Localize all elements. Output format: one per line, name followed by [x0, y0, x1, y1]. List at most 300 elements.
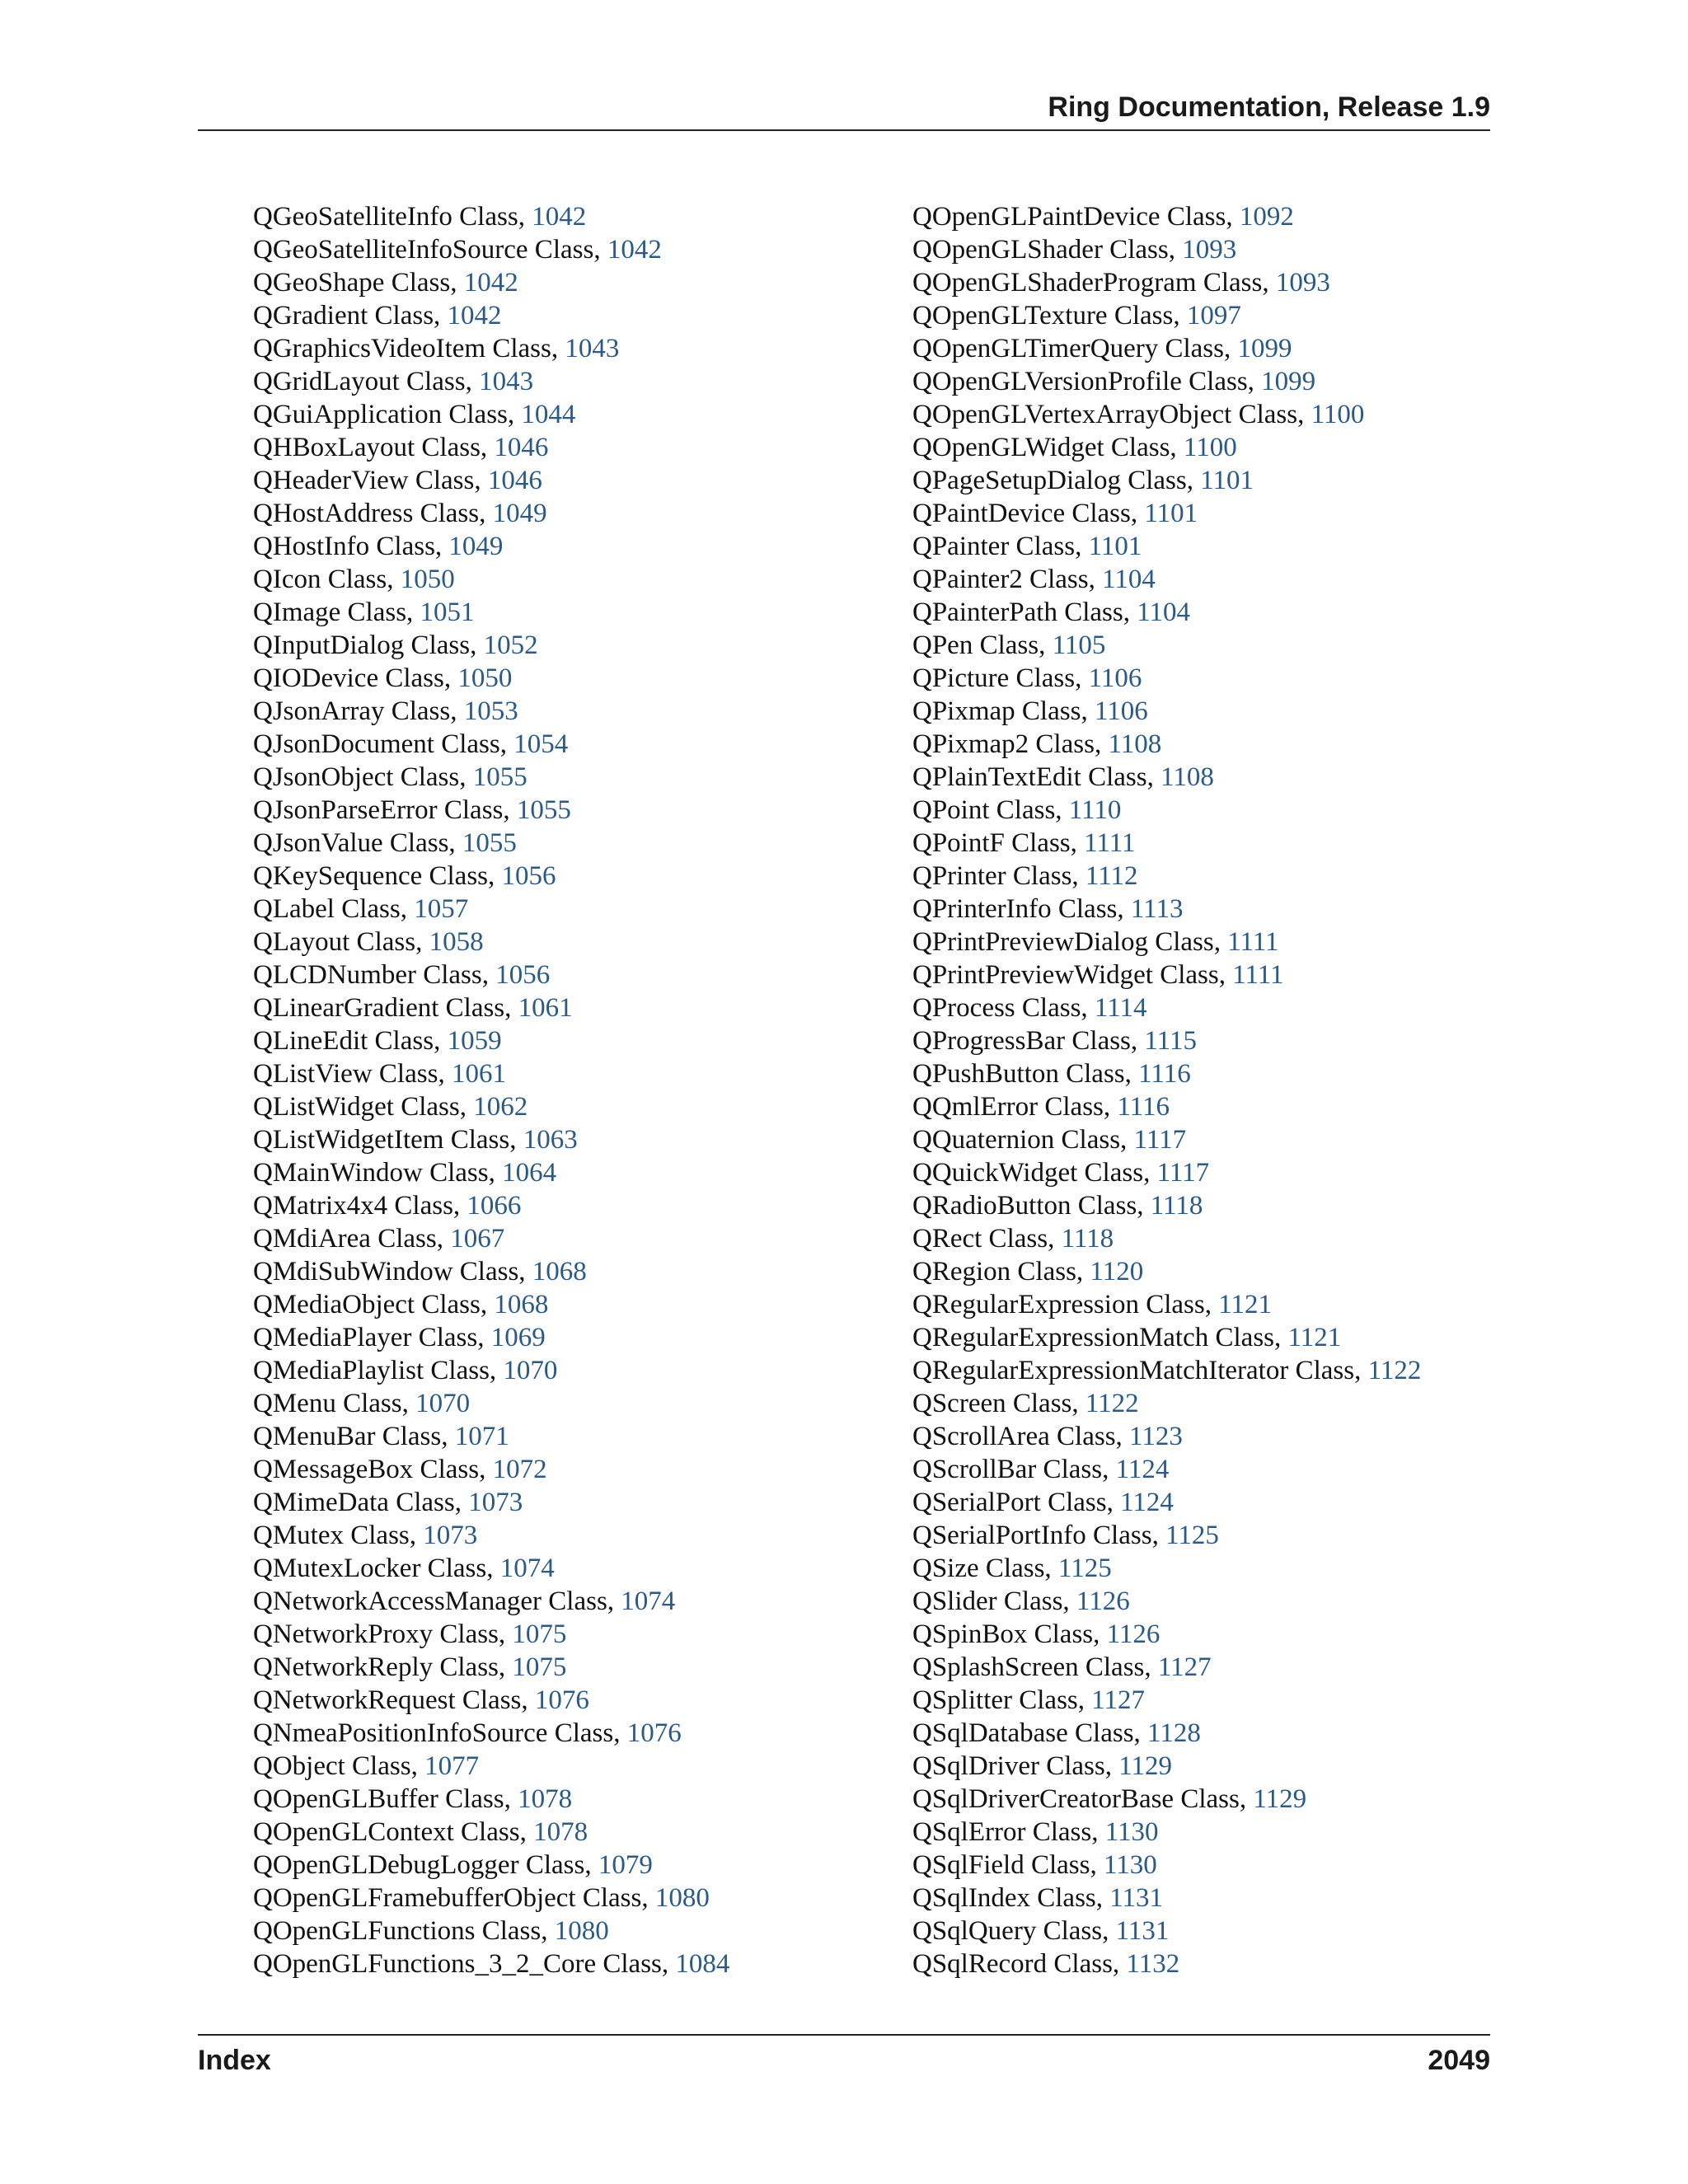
- index-entry: QProcess Class, 1114: [912, 993, 1147, 1023]
- index-page-link[interactable]: 1056: [501, 861, 556, 891]
- index-page-link[interactable]: 1131: [1109, 1883, 1164, 1913]
- index-entry-name: QInputDialog Class: [253, 630, 471, 660]
- index-page-link[interactable]: 1046: [487, 466, 542, 495]
- index-entry-name: QMutexLocker Class: [253, 1554, 487, 1583]
- index-entry: QMatrix4x4 Class, 1066: [253, 1191, 522, 1221]
- index-page-link[interactable]: 1093: [1275, 268, 1330, 298]
- index-entry-name: QNetworkAccessManager Class: [253, 1586, 607, 1616]
- index-entry: QJsonDocument Class, 1054: [253, 729, 569, 759]
- index-entry-name: QSplitter Class: [912, 1685, 1078, 1715]
- index-entry: QPainter Class, 1101: [912, 532, 1142, 561]
- index-entry-name: QNetworkReply Class: [253, 1652, 499, 1682]
- index-entry: QPageSetupDialog Class, 1101: [912, 466, 1254, 495]
- index-entry-name: QOpenGLFunctions Class: [253, 1916, 542, 1946]
- index-entry-name: QSqlDatabase Class: [912, 1718, 1134, 1748]
- index-page-link[interactable]: 1126: [1076, 1586, 1130, 1616]
- index-entry: QSqlDatabase Class, 1128: [912, 1718, 1201, 1748]
- index-entry-name: QGuiApplication Class: [253, 400, 508, 429]
- index-page-link[interactable]: 1068: [494, 1290, 549, 1319]
- index-page-link[interactable]: 1111: [1084, 828, 1136, 858]
- index-page-link[interactable]: 1101: [1144, 499, 1198, 528]
- index-entry: QOpenGLFunctions Class, 1080: [253, 1916, 609, 1946]
- index-entry: QHeaderView Class, 1046: [253, 466, 542, 495]
- index-page-link[interactable]: 1101: [1088, 532, 1142, 561]
- index-page-link[interactable]: 1093: [1182, 235, 1237, 265]
- index-entry-name: QOpenGLBuffer Class: [253, 1784, 504, 1814]
- index-page-link[interactable]: 1051: [420, 598, 475, 627]
- index-page-link[interactable]: 1070: [503, 1356, 558, 1385]
- index-entry-name: QOpenGLContext Class: [253, 1817, 520, 1847]
- index-page-link[interactable]: 1042: [607, 235, 662, 265]
- index-entry-name: QLayout Class: [253, 927, 416, 957]
- index-entry-name: QNetworkProxy Class: [253, 1619, 499, 1649]
- index-entry-name: QSqlIndex Class: [912, 1883, 1096, 1913]
- index-entry-name: QProcess Class: [912, 993, 1081, 1023]
- index-entry: QScrollArea Class, 1123: [912, 1422, 1183, 1451]
- index-entry: QInputDialog Class, 1052: [253, 630, 538, 660]
- index-entry: QPlainTextEdit Class, 1108: [912, 762, 1214, 792]
- index-page-link[interactable]: 1043: [565, 334, 620, 363]
- page-footer: [198, 2042, 1490, 2079]
- index-page-link[interactable]: 1129: [1253, 1784, 1307, 1814]
- index-entry: QLabel Class, 1057: [253, 894, 469, 924]
- index-entry: QSerialPortInfo Class, 1125: [912, 1521, 1219, 1550]
- index-entry: QIcon Class, 1050: [253, 565, 455, 594]
- index-entry: QPicture Class, 1106: [912, 663, 1142, 693]
- index-entry: QPixmap Class, 1106: [912, 696, 1148, 726]
- index-entry: QJsonObject Class, 1055: [253, 762, 528, 792]
- index-page-link[interactable]: 1080: [554, 1916, 609, 1946]
- index-page-link[interactable]: 1122: [1085, 1389, 1139, 1418]
- index-page-link[interactable]: 1106: [1094, 696, 1148, 726]
- index-entry-name: QSize Class: [912, 1554, 1045, 1583]
- index-page-link[interactable]: 1108: [1160, 762, 1214, 792]
- index-entry: QOpenGLDebugLogger Class, 1079: [253, 1850, 653, 1880]
- index-entry: QPainterPath Class, 1104: [912, 598, 1191, 627]
- index-entry-name: QOpenGLWidget Class: [912, 433, 1170, 462]
- index-page-link[interactable]: 1054: [513, 729, 569, 759]
- index-entry: QNmeaPositionInfoSource Class, 1076: [253, 1718, 682, 1748]
- index-entry-name: QIcon Class: [253, 565, 387, 594]
- index-entry-name: QMdiSubWindow Class: [253, 1257, 519, 1286]
- index-entry-name: QOpenGLShader Class: [912, 235, 1169, 265]
- index-entry-name: QOpenGLVertexArrayObject Class: [912, 400, 1298, 429]
- index-page-link[interactable]: 1049: [492, 499, 547, 528]
- index-entry-name: QOpenGLPaintDevice Class: [912, 202, 1226, 232]
- index-entry-name: QLCDNumber Class: [253, 960, 482, 990]
- index-entry: QPrinter Class, 1112: [912, 861, 1138, 891]
- index-page-link[interactable]: 1104: [1102, 565, 1156, 594]
- index-entry-name: QMatrix4x4 Class: [253, 1191, 453, 1221]
- index-page-link[interactable]: 1117: [1133, 1125, 1187, 1155]
- index-entry: QSqlQuery Class, 1131: [912, 1916, 1170, 1946]
- index-entry-name: QPoint Class: [912, 795, 1056, 825]
- index-entry: QHostInfo Class, 1049: [253, 532, 504, 561]
- index-entry: QRegion Class, 1120: [912, 1257, 1144, 1286]
- index-page-link[interactable]: 1044: [521, 400, 576, 429]
- index-page-link[interactable]: 1077: [424, 1751, 480, 1781]
- index-entry-name: QJsonDocument Class: [253, 729, 500, 759]
- index-page-link[interactable]: 1125: [1165, 1521, 1219, 1550]
- index-entry: QNetworkReply Class, 1075: [253, 1652, 567, 1682]
- index-entry-name: QMediaPlayer Class: [253, 1323, 478, 1352]
- index-page-link[interactable]: 1061: [518, 993, 573, 1023]
- index-entry: QOpenGLWidget Class, 1100: [912, 433, 1237, 462]
- index-page-link[interactable]: 1121: [1287, 1323, 1342, 1352]
- index-entry-name: QSqlRecord Class: [912, 1949, 1113, 1979]
- index-entry: QRect Class, 1118: [912, 1224, 1114, 1254]
- index-entry: QMimeData Class, 1073: [253, 1488, 523, 1517]
- index-entry: QPrintPreviewWidget Class, 1111: [912, 960, 1284, 990]
- index-column-right: [912, 200, 1421, 1980]
- index-page-link[interactable]: 1066: [467, 1191, 522, 1221]
- index-page-link[interactable]: 1080: [654, 1883, 710, 1913]
- index-entry: QSplashScreen Class, 1127: [912, 1652, 1212, 1682]
- index-entry-name: QJsonValue Class: [253, 828, 449, 858]
- index-entry-name: QPrinterInfo Class: [912, 894, 1118, 924]
- index-entry: QMutex Class, 1073: [253, 1521, 478, 1550]
- index-entry: QJsonValue Class, 1055: [253, 828, 517, 858]
- index-entry: QGeoSatelliteInfo Class, 1042: [253, 202, 587, 232]
- index-entry: QScrollBar Class, 1124: [912, 1455, 1170, 1484]
- index-entry-name: QSpinBox Class: [912, 1619, 1094, 1649]
- index-entry: QNetworkAccessManager Class, 1074: [253, 1586, 676, 1616]
- index-entry-name: QMenuBar Class: [253, 1422, 442, 1451]
- index-entry-name: QOpenGLDebugLogger Class: [253, 1850, 585, 1880]
- index-page-link[interactable]: 1055: [472, 762, 528, 792]
- index-page-link[interactable]: 1043: [479, 367, 534, 396]
- index-entry: QMainWindow Class, 1064: [253, 1158, 557, 1188]
- index-page-link[interactable]: 1055: [462, 828, 517, 858]
- index-entry: QJsonParseError Class, 1055: [253, 795, 571, 825]
- index-page-link[interactable]: 1078: [533, 1817, 588, 1847]
- index-page-link[interactable]: 1117: [1156, 1158, 1210, 1188]
- index-page-link[interactable]: 1126: [1106, 1619, 1160, 1649]
- index-entry-name: QKeySequence Class: [253, 861, 489, 891]
- index-page-link[interactable]: 1049: [448, 532, 504, 561]
- index-entry-name: QListWidget Class: [253, 1092, 460, 1122]
- index-entry: QPrinterInfo Class, 1113: [912, 894, 1184, 924]
- index-entry-name: QObject Class: [253, 1751, 411, 1781]
- index-page-link[interactable]: 1042: [463, 268, 518, 298]
- index-entry: QLCDNumber Class, 1056: [253, 960, 551, 990]
- index-page-link[interactable]: 1084: [675, 1949, 730, 1979]
- footer-rule: [198, 2034, 1490, 2036]
- index-page-link[interactable]: 1092: [1239, 202, 1294, 232]
- index-page-link[interactable]: 1113: [1130, 894, 1184, 924]
- index-entry: QSqlError Class, 1130: [912, 1817, 1159, 1847]
- index-entry-name: QMediaObject Class: [253, 1290, 481, 1319]
- index-entry-name: QOpenGLVersionProfile Class: [912, 367, 1248, 396]
- index-entry: QOpenGLContext Class, 1078: [253, 1817, 588, 1847]
- index-page-link[interactable]: 1074: [621, 1586, 676, 1616]
- index-page-link[interactable]: 1067: [450, 1224, 505, 1254]
- index-page-link[interactable]: 1050: [457, 663, 513, 693]
- index-entry: QMenu Class, 1070: [253, 1389, 471, 1418]
- index-page-link[interactable]: 1099: [1261, 367, 1316, 396]
- index-entry-name: QRect Class: [912, 1224, 1048, 1254]
- index-entry: QProgressBar Class, 1115: [912, 1026, 1197, 1056]
- index-entry: QMutexLocker Class, 1074: [253, 1554, 555, 1583]
- index-entry-name: QPainter2 Class: [912, 565, 1089, 594]
- index-entry-name: QPrintPreviewDialog Class: [912, 927, 1214, 957]
- index-page-link[interactable]: 1127: [1091, 1685, 1146, 1715]
- index-page-link[interactable]: 1072: [492, 1455, 547, 1484]
- index-entry: QLineEdit Class, 1059: [253, 1026, 502, 1056]
- index-page-link[interactable]: 1078: [518, 1784, 573, 1814]
- index-entry: QOpenGLFramebufferObject Class, 1080: [253, 1883, 710, 1913]
- index-entry-name: QOpenGLTimerQuery Class: [912, 334, 1224, 363]
- index-entry-name: QSqlDriverCreatorBase Class: [912, 1784, 1240, 1814]
- index-entry-name: QNmeaPositionInfoSource Class: [253, 1718, 614, 1748]
- index-page-link[interactable]: 1063: [523, 1125, 578, 1155]
- index-page-link[interactable]: 1115: [1144, 1026, 1197, 1056]
- index-page-link[interactable]: 1121: [1218, 1290, 1272, 1319]
- index-entry: QQmlError Class, 1116: [912, 1092, 1170, 1122]
- index-entry: QMenuBar Class, 1071: [253, 1422, 509, 1451]
- index-page-link[interactable]: 1100: [1183, 433, 1237, 462]
- index-entry-name: QMutex Class: [253, 1521, 410, 1550]
- index-page-link[interactable]: 1108: [1108, 729, 1162, 759]
- index-entry-name: QRadioButton Class: [912, 1191, 1137, 1221]
- index-page-link[interactable]: 1042: [532, 202, 587, 232]
- index-entry-name: QSerialPortInfo Class: [912, 1521, 1152, 1550]
- index-entry-name: QGridLayout Class: [253, 367, 466, 396]
- index-entry: QSerialPort Class, 1124: [912, 1488, 1174, 1517]
- index-page-link[interactable]: 1059: [447, 1026, 502, 1056]
- index-entry-name: QOpenGLFramebufferObject Class: [253, 1883, 642, 1913]
- index-page-link[interactable]: 1079: [598, 1850, 653, 1880]
- index-entry-name: QMediaPlaylist Class: [253, 1356, 490, 1385]
- footer-page-number: 2049: [1428, 2045, 1490, 2076]
- index-entry: QMediaPlayer Class, 1069: [253, 1323, 546, 1352]
- index-page-link[interactable]: 1116: [1117, 1092, 1170, 1122]
- index-entry: QOpenGLTexture Class, 1097: [912, 301, 1241, 330]
- index-page-link[interactable]: 1101: [1200, 466, 1254, 495]
- index-page-link[interactable]: 1132: [1126, 1949, 1180, 1979]
- index-entry: QScreen Class, 1122: [912, 1389, 1139, 1418]
- index-page-link[interactable]: 1127: [1157, 1652, 1212, 1682]
- index-entry: QListWidgetItem Class, 1063: [253, 1125, 578, 1155]
- index-column-left: [253, 200, 729, 1980]
- index-entry-name: QSplashScreen Class: [912, 1652, 1145, 1682]
- index-entry: QSqlRecord Class, 1132: [912, 1949, 1180, 1979]
- index-page-link[interactable]: 1073: [423, 1521, 478, 1550]
- index-entry: QMediaPlaylist Class, 1070: [253, 1356, 558, 1385]
- index-entry: QSqlField Class, 1130: [912, 1850, 1157, 1880]
- index-page-link[interactable]: 1057: [414, 894, 469, 924]
- index-entry-name: QQuaternion Class: [912, 1125, 1121, 1155]
- index-page-link[interactable]: 1052: [483, 630, 538, 660]
- index-entry-name: QGeoSatelliteInfo Class: [253, 202, 518, 232]
- index-entry-name: QJsonParseError Class: [253, 795, 504, 825]
- index-entry: QRadioButton Class, 1118: [912, 1191, 1203, 1221]
- index-entry-name: QNetworkRequest Class: [253, 1685, 522, 1715]
- index-page-link[interactable]: 1111: [1227, 927, 1279, 957]
- index-entry-name: QSqlField Class: [912, 1850, 1090, 1880]
- index-page-link[interactable]: 1076: [534, 1685, 589, 1715]
- index-entry-name: QProgressBar Class: [912, 1026, 1131, 1056]
- index-entry-name: QGeoShape Class: [253, 268, 451, 298]
- index-entry-name: QLabel Class: [253, 894, 401, 924]
- index-entry-name: QPaintDevice Class: [912, 499, 1131, 528]
- index-entry: QMessageBox Class, 1072: [253, 1455, 547, 1484]
- index-entry: QHostAddress Class, 1049: [253, 499, 547, 528]
- index-entry-name: QQmlError Class: [912, 1092, 1104, 1122]
- index-entry-name: QLineEdit Class: [253, 1026, 434, 1056]
- index-page-link[interactable]: 1106: [1088, 663, 1142, 693]
- index-entry-name: QPixmap Class: [912, 696, 1081, 726]
- index-entry-name: QPointF Class: [912, 828, 1071, 858]
- index-entry: QSqlDriver Class, 1129: [912, 1751, 1173, 1781]
- index-page-link[interactable]: 1111: [1232, 960, 1284, 990]
- index-entry: QMdiSubWindow Class, 1068: [253, 1257, 587, 1286]
- index-page-link[interactable]: 1114: [1094, 993, 1147, 1023]
- index-entry-name: QScrollArea Class: [912, 1422, 1116, 1451]
- index-entry-name: QIODevice Class: [253, 663, 444, 693]
- index-page-link[interactable]: 1100: [1311, 400, 1365, 429]
- index-page-link[interactable]: 1075: [512, 1619, 567, 1649]
- index-page-link[interactable]: 1099: [1237, 334, 1292, 363]
- index-entry: QOpenGLShader Class, 1093: [912, 235, 1237, 265]
- index-page-link[interactable]: 1074: [499, 1554, 555, 1583]
- index-entry-name: QPageSetupDialog Class: [912, 466, 1187, 495]
- index-entry-name: QRegularExpressionMatch Class: [912, 1323, 1275, 1352]
- index-page-link[interactable]: 1124: [1115, 1455, 1170, 1484]
- index-entry: QSplitter Class, 1127: [912, 1685, 1146, 1715]
- index-entry: QOpenGLPaintDevice Class, 1092: [912, 202, 1294, 232]
- index-page-link[interactable]: 1070: [415, 1389, 471, 1418]
- index-page-link[interactable]: 1061: [451, 1059, 506, 1089]
- index-entry-name: QJsonArray Class: [253, 696, 451, 726]
- index-page-link[interactable]: 1120: [1090, 1257, 1144, 1286]
- index-page-link[interactable]: 1064: [502, 1158, 557, 1188]
- index-entry: QOpenGLShaderProgram Class, 1093: [912, 268, 1330, 298]
- index-entry-name: QSlider Class: [912, 1586, 1063, 1616]
- index-entry: QRegularExpressionMatchIterator Class, 1122: [912, 1356, 1422, 1385]
- index-page-link[interactable]: 1130: [1103, 1850, 1157, 1880]
- index-page-link[interactable]: 1075: [512, 1652, 567, 1682]
- index-page-link[interactable]: 1055: [516, 795, 571, 825]
- index-page-link[interactable]: 1071: [454, 1422, 509, 1451]
- index-page-link[interactable]: 1116: [1138, 1059, 1191, 1089]
- index-page-link[interactable]: 1069: [490, 1323, 546, 1352]
- index-page-link[interactable]: 1105: [1052, 630, 1106, 660]
- index-page-link[interactable]: 1128: [1147, 1718, 1201, 1748]
- index-page-link[interactable]: 1068: [532, 1257, 587, 1286]
- index-entry: QKeySequence Class, 1056: [253, 861, 556, 891]
- index-entry-name: QPlainTextEdit Class: [912, 762, 1147, 792]
- index-page-link[interactable]: 1124: [1120, 1488, 1174, 1517]
- index-entry: QPainter2 Class, 1104: [912, 565, 1156, 594]
- index-entry: QOpenGLBuffer Class, 1078: [253, 1784, 573, 1814]
- index-page-link[interactable]: 1053: [463, 696, 518, 726]
- index-page-link[interactable]: 1130: [1104, 1817, 1159, 1847]
- index-page-link[interactable]: 1125: [1057, 1554, 1112, 1583]
- index-page-link[interactable]: 1042: [447, 301, 502, 330]
- index-entry-name: QHeaderView Class: [253, 466, 475, 495]
- index-entry-name: QSerialPort Class: [912, 1488, 1107, 1517]
- index-entry-name: QMimeData Class: [253, 1488, 455, 1517]
- index-entry: QQuaternion Class, 1117: [912, 1125, 1187, 1155]
- index-entry: QJsonArray Class, 1053: [253, 696, 518, 726]
- index-entry-name: QRegularExpression Class: [912, 1290, 1205, 1319]
- index-entry-name: QSqlError Class: [912, 1817, 1092, 1847]
- index-entry: QPoint Class, 1110: [912, 795, 1122, 825]
- index-page-link[interactable]: 1112: [1085, 861, 1138, 891]
- index-page-link[interactable]: 1129: [1118, 1751, 1173, 1781]
- index-entry: QRegularExpression Class, 1121: [912, 1290, 1272, 1319]
- index-entry: QPixmap2 Class, 1108: [912, 729, 1162, 759]
- index-entry-name: QPainter Class: [912, 532, 1076, 561]
- index-entry-name: QGeoSatelliteInfoSource Class: [253, 235, 594, 265]
- index-entry: QNetworkProxy Class, 1075: [253, 1619, 567, 1649]
- index-entry-name: QGraphicsVideoItem Class: [253, 334, 551, 363]
- index-entry-name: QListView Class: [253, 1059, 438, 1089]
- index-page-link[interactable]: 1110: [1068, 795, 1122, 825]
- index-page-link[interactable]: 1122: [1367, 1356, 1422, 1385]
- index-entry-name: QPrintPreviewWidget Class: [912, 960, 1219, 990]
- footer-section-label: Index: [198, 2045, 271, 2076]
- index-page-link[interactable]: 1076: [626, 1718, 682, 1748]
- index-page-link[interactable]: 1056: [495, 960, 551, 990]
- index-entry: QSize Class, 1125: [912, 1554, 1112, 1583]
- index-page-link[interactable]: 1046: [494, 433, 549, 462]
- index-entry: QGuiApplication Class, 1044: [253, 400, 576, 429]
- index-entry: QPushButton Class, 1116: [912, 1059, 1191, 1089]
- index-entry: QRegularExpressionMatch Class, 1121: [912, 1323, 1342, 1352]
- index-page-link[interactable]: 1058: [429, 927, 484, 957]
- index-entry-name: QScreen Class: [912, 1389, 1072, 1418]
- index-entry: QPaintDevice Class, 1101: [912, 499, 1198, 528]
- index-entry: QPrintPreviewDialog Class, 1111: [912, 927, 1279, 957]
- index-entry: QSqlIndex Class, 1131: [912, 1883, 1164, 1913]
- header-rule: [198, 129, 1490, 131]
- index-page-link[interactable]: 1062: [473, 1092, 528, 1122]
- index-entry-name: QPixmap2 Class: [912, 729, 1095, 759]
- index-entry: QGeoSatelliteInfoSource Class, 1042: [253, 235, 662, 265]
- index-entry: QIODevice Class, 1050: [253, 663, 513, 693]
- index-page-link[interactable]: 1131: [1115, 1916, 1170, 1946]
- index-entry: QSlider Class, 1126: [912, 1586, 1130, 1616]
- index-entry-name: QRegularExpressionMatchIterator Class: [912, 1356, 1355, 1385]
- index-entry: QOpenGLVertexArrayObject Class, 1100: [912, 400, 1365, 429]
- index-entry: QLinearGradient Class, 1061: [253, 993, 573, 1023]
- index-entry-name: QMessageBox Class: [253, 1455, 480, 1484]
- index-page-link[interactable]: 1118: [1150, 1191, 1203, 1221]
- index-entry: QHBoxLayout Class, 1046: [253, 433, 549, 462]
- index-entry-name: QOpenGLTexture Class: [912, 301, 1174, 330]
- index-entry: QImage Class, 1051: [253, 598, 475, 627]
- index-entry: QSqlDriverCreatorBase Class, 1129: [912, 1784, 1307, 1814]
- index-entry: QPointF Class, 1111: [912, 828, 1136, 858]
- index-entry-name: QPushButton Class: [912, 1059, 1125, 1089]
- index-entry-name: QHBoxLayout Class: [253, 433, 481, 462]
- index-page-link[interactable]: 1050: [400, 565, 455, 594]
- index-entry-name: QPen Class: [912, 630, 1039, 660]
- index-page-link[interactable]: 1104: [1137, 598, 1191, 627]
- index-entry: QListWidget Class, 1062: [253, 1092, 528, 1122]
- index-entry: QLayout Class, 1058: [253, 927, 484, 957]
- index-page-link[interactable]: 1097: [1186, 301, 1241, 330]
- index-page-link[interactable]: 1118: [1061, 1224, 1114, 1254]
- index-entry-name: QJsonObject Class: [253, 762, 460, 792]
- index-page-link[interactable]: 1123: [1129, 1422, 1183, 1451]
- index-entry: QGeoShape Class, 1042: [253, 268, 518, 298]
- index-entry-name: QHostInfo Class: [253, 532, 435, 561]
- index-page-link[interactable]: 1073: [468, 1488, 523, 1517]
- index-entry-name: QOpenGLFunctions_3_2_Core Class: [253, 1949, 662, 1979]
